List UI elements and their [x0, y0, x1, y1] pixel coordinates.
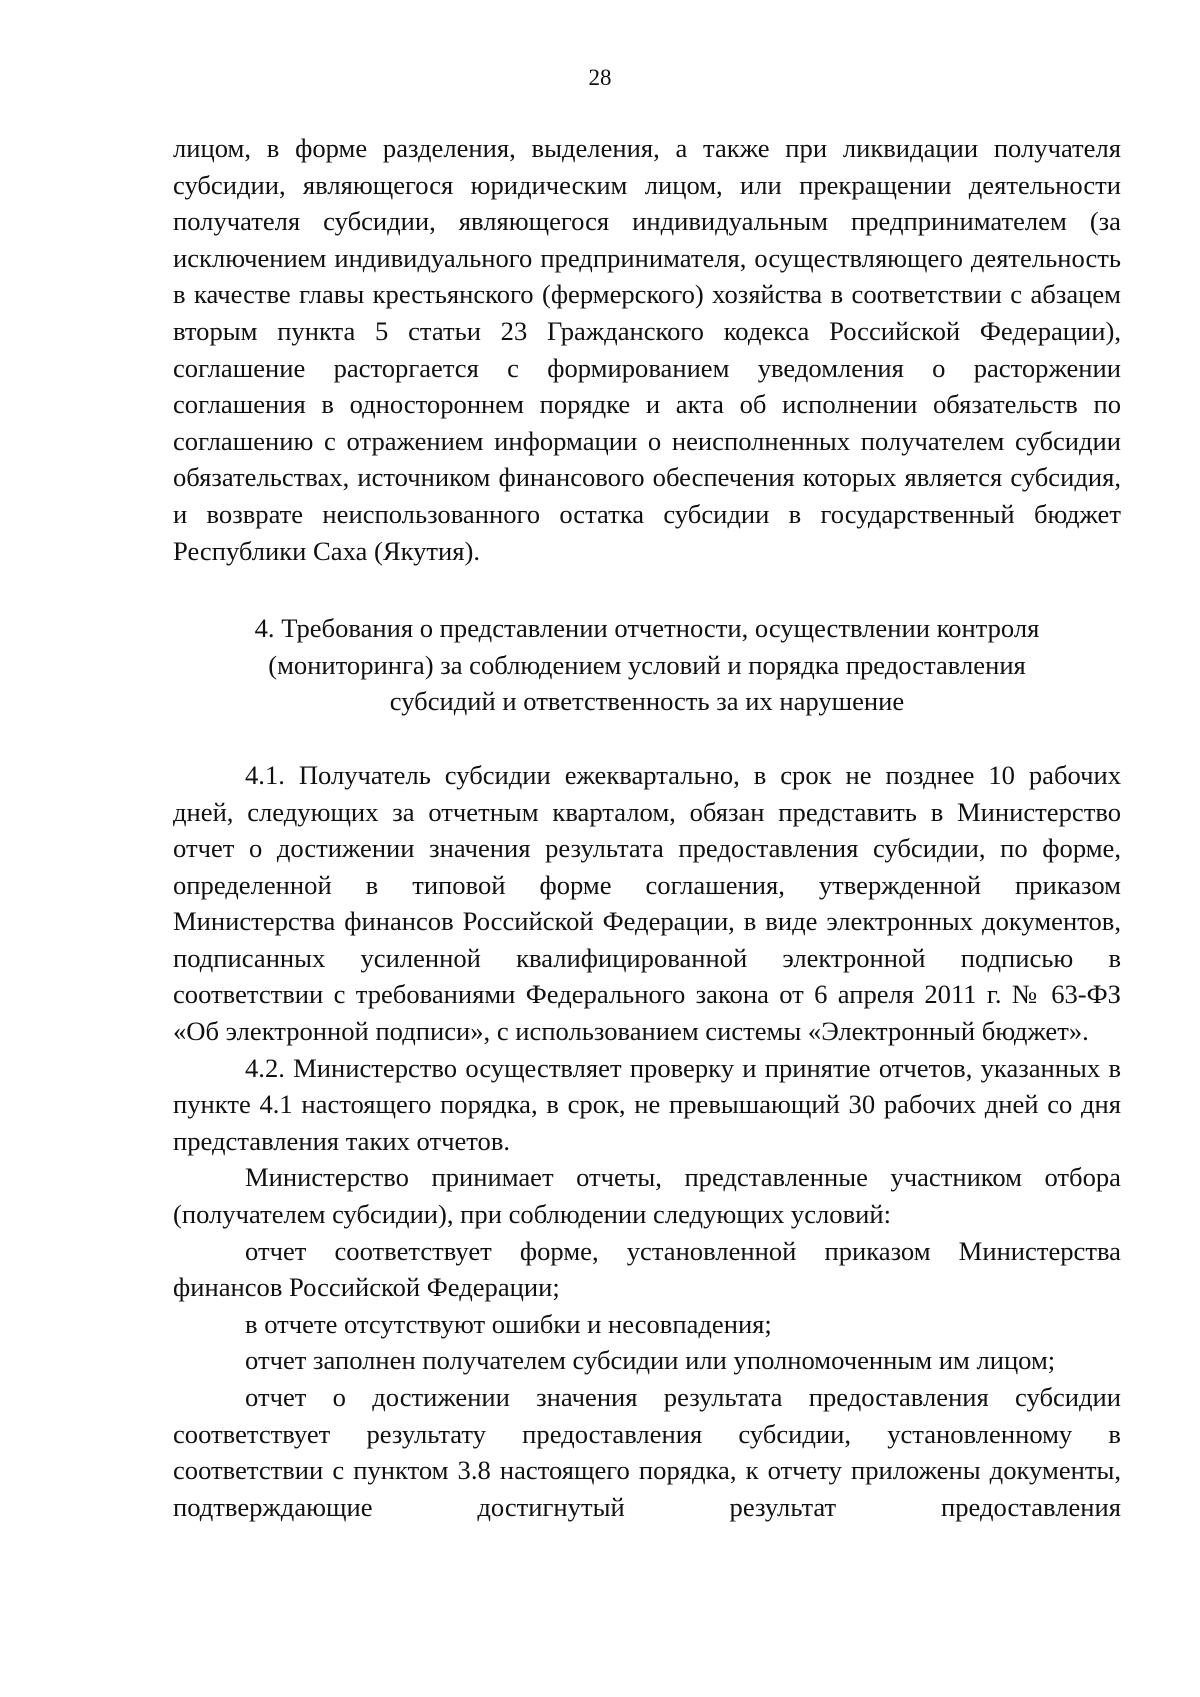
condition-form-compliance: отчет соответствует форме, установленной приказом Министерства финансов Российской Федерации;: [173, 1235, 1121, 1303]
paragraph-termination: лицом, в форме разделения, выделения, а также при ликвидации получателя субсидии, являющегося юридическим лицом, или прекращении деятельности получателя субсидии, являющегося индивидуальным предпринимателем (за исключением индивидуального предпринимателя, осуществляющего деятельность в качестве главы крестьянского (фермерского) хозяйства в соответствии с абзацем вторым пункта 5 статьи 23 Гражданского кодекса Российской Федерации), соглашение расторгается с формированием уведомления о расторжении соглашения в одностороннем порядке и акта об исполнении обязательств по соглашению с отражением информации о неисполненных получателем субсидии обязательствах, источником финансового обеспечения которых является субсидия, и возврате неиспользованного остатка субсидии в государственный бюджет Республики Саха (Якутия).: [173, 133, 1121, 566]
paragraph-4-1: 4.1. Получатель субсидии ежеквартально, в срок не позднее 10 рабочих дней, следующих за отчетным кварталом, обязан представить в Министерство отчет о достижении значения результата предоставления субсидии, по форме, определенной в типовой форме соглашения, утвержденной приказом Министерства финансов Российской Федерации, в виде электронных документов, подписанных усиленной квалифицированной электронной подписью в соответствии с требованиями Федерального закона от 6 апреля 2011 г. № 63-ФЗ «Об электронной подписи», с использованием системы «Электронный бюджет».: [173, 759, 1121, 1047]
paragraph-acceptance-conditions: Министерство принимает отчеты, представленные участником отбора (получателем субсидии), при соблюдении следующих условий:: [173, 1162, 1121, 1230]
section-heading-4: 4. Требования о представлении отчетности, осуществлении контроля (мониторинга) за соблюдением условий и порядка предоставления субсидий и ответственность за их нарушение: [254, 613, 1040, 717]
paragraph-4-2: 4.2. Министерство осуществляет проверку и принятие отчетов, указанных в пункте 4.1 настоящего порядка, в срок, не превышающий 30 рабочих дней со дня представления таких отчетов.: [173, 1052, 1121, 1156]
page-number: 28: [588, 65, 612, 90]
condition-result-matches: отчет о достижении значения результата предоставления субсидии соответствует результату предоставления субсидии, установленному в соответствии с пунктом 3.8 настоящего порядка, к отчету приложены документы, подтверждающие достигнутый результат предоставления: [173, 1382, 1121, 1522]
condition-no-errors: в отчете отсутствуют ошибки и несовпадения;: [245, 1308, 772, 1339]
document-body: [173, 130, 1121, 1525]
condition-filled-by-recipient: отчет заполнен получателем субсидии или уполномоченным им лицом;: [245, 1345, 1056, 1376]
